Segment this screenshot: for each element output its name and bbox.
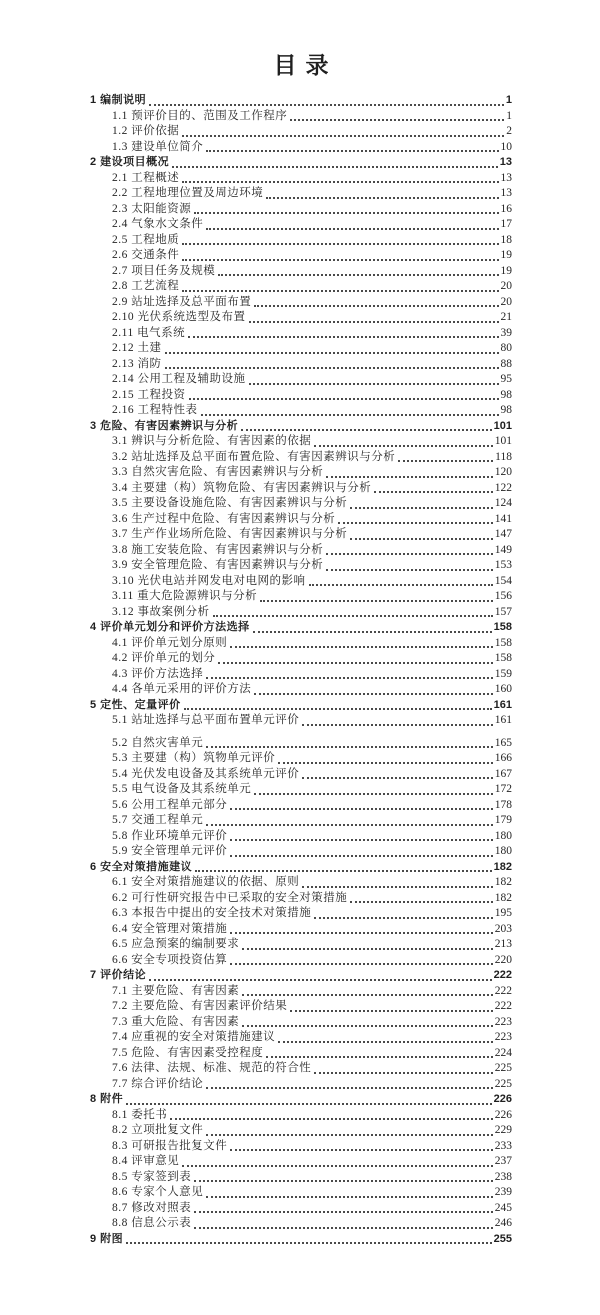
- toc-entry-label: 5.4 光伏发电设备及其系统单元评价: [112, 767, 300, 780]
- toc-entry-label: 3.12 事故案例分析: [112, 605, 210, 618]
- toc-entry-page: 255: [493, 1232, 512, 1245]
- toc-entry-label: 8.3 可研报告批复文件: [112, 1139, 228, 1152]
- toc-entry-page: 154: [494, 574, 512, 587]
- toc-sub-entry: [90, 574, 512, 590]
- toc-entry-label: 7.2 主要危险、有害因素评价结果: [112, 1000, 288, 1012]
- toc-entry-page: 172: [494, 783, 512, 795]
- toc-entry-page: 195: [494, 907, 512, 919]
- toc-entry-page: 226: [493, 1093, 512, 1105]
- toc-sub-entry: [90, 813, 512, 829]
- toc-chapter-entry: [90, 698, 512, 714]
- dot-leader: [326, 476, 493, 478]
- toc-entry-label: 1 编制说明: [90, 94, 147, 106]
- toc-entry-page: 80: [500, 342, 512, 354]
- toc-entry-label: 4 评价单元划分和评价方法选择: [90, 621, 250, 633]
- dot-leader: [218, 274, 498, 276]
- dot-leader: [230, 855, 493, 857]
- toc-entry-label: 9 附图: [90, 1232, 124, 1245]
- toc-entry-label: 5.8 作业环境单元评价: [112, 829, 228, 842]
- dot-leader: [309, 584, 493, 586]
- toc-sub-entry: [90, 124, 512, 140]
- dot-leader: [254, 793, 493, 795]
- toc-entry-page: 166: [494, 752, 512, 764]
- toc-entry-page: 19: [500, 249, 512, 261]
- toc-sub-entry: [90, 891, 512, 907]
- toc-entry-label: 2.15 工程投资: [112, 388, 186, 401]
- toc-sub-entry: [90, 651, 512, 667]
- toc-entry-page: 220: [494, 953, 512, 966]
- toc-sub-entry: [90, 767, 512, 783]
- toc-chapter-entry: [90, 860, 512, 876]
- dot-leader: [302, 777, 493, 779]
- toc-entry-page: 159: [494, 667, 512, 680]
- toc-entry-page: 213: [494, 938, 512, 950]
- toc-entry-label: 3.5 主要设备设施危险、有害因素辨识与分析: [112, 497, 348, 509]
- dot-leader: [194, 1211, 493, 1213]
- toc-sub-entry: [90, 1201, 512, 1217]
- toc-sub-entry: [90, 233, 512, 249]
- toc-entry-page: 224: [494, 1046, 512, 1059]
- toc-entry-label: 4.2 评价单元的划分: [112, 652, 216, 664]
- toc-entry-page: 222: [493, 969, 512, 981]
- toc-entry-page: 98: [500, 404, 512, 416]
- toc-entry-page: 203: [494, 922, 512, 935]
- toc-sub-entry: [90, 512, 512, 528]
- toc-entry-label: 7.5 危险、有害因素受控程度: [112, 1046, 264, 1059]
- dot-leader: [230, 808, 493, 810]
- toc-entry-label: 7 评价结论: [90, 969, 147, 981]
- dot-leader: [260, 600, 493, 602]
- dot-leader: [249, 383, 499, 385]
- toc-entry-page: 158: [494, 652, 512, 664]
- toc-sub-entry: [90, 1154, 512, 1170]
- dot-leader: [184, 708, 492, 710]
- toc-entry-page: 17: [500, 218, 512, 230]
- toc-entry-page: 122: [494, 481, 512, 494]
- toc-entry-page: 180: [494, 845, 512, 857]
- toc-entry-page: 98: [500, 388, 512, 401]
- toc-entry-page: 147: [494, 528, 512, 540]
- dot-leader: [194, 1227, 493, 1229]
- dot-leader: [230, 839, 493, 841]
- toc-sub-entry: [90, 953, 512, 969]
- toc-entry-page: 95: [500, 373, 512, 385]
- toc-chapter-entry: [90, 1092, 512, 1108]
- dot-leader: [206, 1196, 493, 1198]
- toc-sub-entry: [90, 558, 512, 574]
- toc-entry-label: 2.5 工程地质: [112, 233, 180, 246]
- dot-leader: [350, 507, 493, 509]
- toc-entry-page: 13: [500, 171, 512, 184]
- toc-entry-label: 5.5 电气设备及其系统单元: [112, 783, 252, 795]
- toc-entry-label: 2.10 光伏系统选型及布置: [112, 311, 246, 323]
- toc-entry-label: 8 附件: [90, 1093, 124, 1105]
- toc-sub-entry: [90, 844, 512, 860]
- toc-entry-label: 5.7 交通工程单元: [112, 814, 204, 826]
- toc-entry-page: 20: [500, 295, 512, 308]
- dot-leader: [254, 305, 498, 307]
- toc-sub-entry: [90, 1216, 512, 1232]
- dot-leader: [290, 119, 504, 121]
- toc-entry-label: 8.5 专家签到表: [112, 1170, 192, 1183]
- toc-sub-entry: [90, 279, 512, 295]
- dot-leader: [230, 932, 493, 934]
- toc-entry-label: 2.14 公用工程及辅助设施: [112, 373, 246, 385]
- toc-entry-page: 153: [494, 559, 512, 571]
- dot-leader: [206, 1087, 493, 1089]
- toc-entry-label: 3.6 生产过程中危险、有害因素辨识与分析: [112, 512, 336, 525]
- dot-leader: [206, 746, 493, 748]
- toc-entry-label: 2.6 交通条件: [112, 249, 180, 261]
- toc-entry-page: 182: [494, 876, 512, 888]
- toc-entry-label: 6.3 本报告中提出的安全技术对策措施: [112, 907, 312, 919]
- dot-leader: [302, 724, 493, 726]
- toc-entry-label: 5.2 自然灾害单元: [112, 736, 204, 749]
- dot-leader: [126, 1103, 491, 1105]
- toc-entry-label: 3.9 安全管理危险、有害因素辨识与分析: [112, 559, 324, 571]
- toc-entry-label: 2.4 气象水文条件: [112, 218, 204, 230]
- toc-entry-page: 165: [494, 736, 512, 749]
- toc-entry-page: 180: [494, 829, 512, 842]
- toc-entry-page: 1: [505, 94, 512, 106]
- toc-sub-entry: [90, 1077, 512, 1093]
- dot-leader: [314, 917, 493, 919]
- toc-entry-page: 233: [494, 1139, 512, 1152]
- toc-sub-entry: [90, 605, 512, 621]
- toc-chapter-entry: [90, 1232, 512, 1248]
- dot-leader: [278, 762, 493, 764]
- dot-leader: [290, 1010, 493, 1012]
- dot-leader: [195, 870, 491, 872]
- toc-entry-label: 2.3 太阳能资源: [112, 202, 192, 215]
- dot-leader: [254, 693, 493, 695]
- toc-entry-label: 7.7 综合评价结论: [112, 1077, 204, 1090]
- dot-leader: [206, 228, 498, 230]
- toc-entry-label: 3.4 主要建（构）筑物危险、有害因素辨识与分析: [112, 481, 372, 494]
- toc-entry-page: 223: [494, 1015, 512, 1028]
- toc-entry-page: 149: [494, 543, 512, 556]
- toc-sub-entry: [90, 434, 512, 450]
- toc-sub-entry: [90, 636, 512, 652]
- toc-entry-page: 141: [494, 512, 512, 525]
- toc-sub-entry: [90, 682, 512, 698]
- toc-entry-page: 101: [494, 435, 512, 447]
- toc-entry-page: 13: [500, 187, 512, 199]
- toc-sub-entry: [90, 937, 512, 953]
- dot-leader: [201, 414, 499, 416]
- dot-leader: [230, 963, 493, 965]
- toc-sub-entry: [90, 906, 512, 922]
- toc-sub-entry: [90, 829, 512, 845]
- toc-entry-label: 1.3 建设单位简介: [112, 140, 204, 153]
- toc-entry-label: 2.2 工程地理位置及周边环境: [112, 187, 264, 199]
- toc-chapter-entry: [90, 419, 512, 435]
- toc-entry-page: 225: [494, 1077, 512, 1090]
- toc-entry-page: 238: [494, 1170, 512, 1183]
- toc-sub-entry: [90, 589, 512, 605]
- toc-sub-entry: [90, 326, 512, 342]
- toc-sub-entry: [90, 713, 512, 729]
- toc-sub-entry: [90, 782, 512, 798]
- toc-sub-entry: [90, 1061, 512, 1077]
- toc-entry-label: 6.1 安全对策措施建议的依据、原则: [112, 876, 300, 888]
- toc-sub-entry: [90, 527, 512, 543]
- dot-leader: [206, 150, 498, 152]
- dot-leader: [242, 994, 493, 996]
- dot-leader: [249, 321, 499, 323]
- toc-entry-page: 182: [493, 860, 512, 873]
- dot-leader: [326, 553, 493, 555]
- toc-sub-entry: [90, 264, 512, 280]
- toc-entry-page: 1: [506, 109, 512, 122]
- toc-sub-entry: [90, 357, 512, 373]
- toc-entry-label: 7.1 主要危险、有害因素: [112, 984, 240, 997]
- toc-entry-label: 5.6 公用工程单元部分: [112, 798, 228, 811]
- toc-entry-label: 3.1 辨识与分析危险、有害因素的依据: [112, 435, 312, 447]
- toc-entry-page: 161: [493, 698, 512, 711]
- toc-entry-page: 118: [495, 450, 512, 463]
- toc-entry-label: 2 建设项目概况: [90, 156, 170, 168]
- dot-leader: [206, 1134, 493, 1136]
- page-title: 目录: [273, 52, 338, 78]
- toc-entry-page: 88: [500, 357, 512, 370]
- toc-entry-label: 3.7 生产作业场所危险、有害因素辨识与分析: [112, 528, 348, 540]
- toc-entry-page: 160: [494, 683, 512, 695]
- dot-leader: [253, 631, 492, 633]
- dot-leader: [314, 445, 493, 447]
- toc-entry-label: 7.6 法律、法规、标准、规范的符合性: [112, 1062, 312, 1074]
- toc-entry-label: 4.3 评价方法选择: [112, 667, 204, 680]
- dot-leader: [165, 352, 499, 354]
- toc-sub-entry: [90, 186, 512, 202]
- dot-leader: [170, 1118, 493, 1120]
- dot-leader: [398, 460, 493, 462]
- dot-leader: [326, 569, 493, 571]
- toc-sub-entry: [90, 388, 512, 404]
- toc-entry-label: 2.13 消防: [112, 357, 162, 370]
- toc-entry-label: 3.2 站址选择及总平面布置危险、有害因素辨识与分析: [112, 450, 396, 463]
- toc-entry-page: 157: [494, 605, 512, 618]
- dot-leader: [182, 181, 498, 183]
- toc-entry-label: 3.11 重大危险源辨识与分析: [112, 590, 258, 602]
- dot-leader: [149, 104, 504, 106]
- toc-entry-page: 19: [500, 264, 512, 277]
- dot-leader: [350, 901, 493, 903]
- toc-entry-page: 120: [494, 466, 512, 478]
- toc-sub-entry: [90, 984, 512, 1000]
- toc-entry-label: 6 安全对策措施建议: [90, 860, 193, 873]
- toc-sub-entry: [90, 465, 512, 481]
- toc-entry-label: 2.9 站址选择及总平面布置: [112, 295, 252, 308]
- toc-entry-label: 6.4 安全管理对策措施: [112, 922, 228, 935]
- toc-entry-label: 3.8 施工安装危险、有害因素辨识与分析: [112, 543, 324, 556]
- toc-entry-label: 6.5 应急预案的编制要求: [112, 938, 240, 950]
- dot-leader: [230, 646, 493, 648]
- toc-entry-label: 5 定性、定量评价: [90, 698, 181, 711]
- toc-entry-page: 39: [500, 326, 512, 339]
- dot-leader: [182, 290, 498, 292]
- toc-chapter-entry: [90, 93, 512, 109]
- toc-entry-page: 158: [493, 621, 512, 633]
- toc-sub-entry: [90, 1170, 512, 1186]
- toc-sub-entry: [90, 248, 512, 264]
- toc-entry-page: 101: [493, 419, 512, 432]
- dot-leader: [182, 243, 498, 245]
- toc-entry-page: 10: [500, 140, 512, 153]
- toc-entry-label: 2.1 工程概述: [112, 171, 180, 184]
- toc-entry-page: 237: [494, 1155, 512, 1167]
- dot-leader: [213, 615, 493, 617]
- toc-entry-label: 4.1 评价单元划分原则: [112, 636, 228, 649]
- dot-leader: [206, 824, 493, 826]
- toc-sub-entry: [90, 450, 512, 466]
- toc-entry-page: 246: [494, 1217, 512, 1229]
- toc-sub-entry: [90, 496, 512, 512]
- toc-entry-page: 20: [500, 280, 512, 292]
- toc-sub-entry: [90, 798, 512, 814]
- toc-entry-label: 2.16 工程特性表: [112, 404, 198, 416]
- toc-sub-entry: [90, 1030, 512, 1046]
- toc-entry-label: 2.8 工艺流程: [112, 280, 180, 292]
- toc-sub-entry: [90, 310, 512, 326]
- toc-entry-page: 179: [494, 814, 512, 826]
- toc-entry-page: 161: [494, 714, 512, 726]
- toc-entry-label: 1.1 预评价目的、范围及工作程序: [112, 109, 288, 122]
- dot-leader: [338, 522, 493, 524]
- toc-entry-page: 222: [494, 984, 512, 997]
- dot-leader: [149, 979, 491, 981]
- toc-sub-entry: [90, 217, 512, 233]
- toc-entry-page: 245: [494, 1201, 512, 1214]
- dot-leader: [241, 429, 491, 431]
- dot-leader: [165, 367, 499, 369]
- toc-entry-label: 8.7 修改对照表: [112, 1201, 192, 1214]
- dot-leader: [172, 166, 498, 168]
- dot-leader: [350, 538, 493, 540]
- dot-leader: [218, 662, 493, 664]
- toc-entry-label: 8.2 立项批复文件: [112, 1124, 204, 1136]
- dot-leader: [266, 197, 498, 199]
- toc-sub-entry: [90, 1108, 512, 1124]
- toc-entry-label: 8.8 信息公示表: [112, 1217, 192, 1229]
- dot-leader: [126, 1242, 491, 1244]
- dot-leader: [230, 1149, 493, 1151]
- dot-leader: [242, 1025, 493, 1027]
- toc-sub-entry: [90, 1015, 512, 1031]
- toc-sub-entry: [90, 875, 512, 891]
- dot-leader: [182, 135, 504, 137]
- toc-entry-page: 21: [500, 311, 512, 323]
- dot-leader: [188, 336, 498, 338]
- toc-entry-label: 7.3 重大危险、有害因素: [112, 1015, 240, 1028]
- dot-leader: [314, 1072, 493, 1074]
- toc-sub-entry: [90, 341, 512, 357]
- toc-sub-entry: [90, 109, 512, 125]
- toc-sub-entry: [90, 140, 512, 156]
- toc-entry-label: 5.9 安全管理单元评价: [112, 845, 228, 857]
- toc-entry-label: 3.3 自然灾害危险、有害因素辨识与分析: [112, 466, 324, 478]
- toc-chapter-entry: [90, 155, 512, 171]
- dot-leader: [194, 212, 498, 214]
- toc-sub-entry: [90, 295, 512, 311]
- toc-list: [90, 93, 512, 1247]
- toc-entry-page: 178: [494, 798, 512, 811]
- toc-entry-page: 2: [506, 125, 512, 137]
- toc-entry-page: 229: [494, 1124, 512, 1136]
- dot-leader: [182, 1165, 493, 1167]
- toc-entry-label: 8.1 委托书: [112, 1108, 168, 1121]
- toc-entry-label: 6.6 安全专项投资估算: [112, 953, 228, 966]
- toc-entry-label: 5.1 站址选择与总平面布置单元评价: [112, 714, 300, 726]
- dot-leader: [242, 948, 493, 950]
- toc-entry-page: 226: [494, 1108, 512, 1121]
- toc-entry-label: 8.4 评审意见: [112, 1155, 180, 1167]
- toc-sub-entry: [90, 1046, 512, 1062]
- toc-entry-page: 223: [494, 1031, 512, 1043]
- dot-leader: [278, 1041, 493, 1043]
- toc-entry-page: 18: [500, 233, 512, 246]
- dot-leader: [182, 259, 498, 261]
- toc-sub-entry: [90, 1185, 512, 1201]
- toc-entry-page: 225: [494, 1062, 512, 1074]
- toc-sub-entry: [90, 1123, 512, 1139]
- toc-entry-page: 222: [494, 1000, 512, 1012]
- toc-entry-label: 3 危险、有害因素辨识与分析: [90, 419, 239, 432]
- dot-leader: [374, 491, 493, 493]
- toc-entry-page: 182: [494, 891, 512, 904]
- toc-sub-entry: [90, 403, 512, 419]
- toc-entry-label: 2.12 土建: [112, 342, 162, 354]
- toc-entry-label: 5.3 主要建（构）筑物单元评价: [112, 752, 276, 764]
- toc-sub-entry: [90, 736, 512, 752]
- toc-entry-page: 124: [494, 497, 512, 509]
- toc-entry-page: 167: [494, 767, 512, 780]
- toc-sub-entry: [90, 481, 512, 497]
- toc-sub-entry: [90, 202, 512, 218]
- dot-leader: [194, 1180, 493, 1182]
- toc-entry-page: 158: [494, 636, 512, 649]
- toc-entry-page: 156: [494, 590, 512, 602]
- toc-sub-entry: [90, 922, 512, 938]
- toc-entry-label: 4.4 各单元采用的评价方法: [112, 683, 252, 695]
- toc-chapter-entry: [90, 620, 512, 636]
- toc-sub-entry: [90, 667, 512, 683]
- toc-sub-entry: [90, 171, 512, 187]
- toc-sub-entry: [90, 372, 512, 388]
- toc-entry-label: 2.7 项目任务及规模: [112, 264, 216, 277]
- toc-chapter-entry: [90, 968, 512, 984]
- dot-leader: [206, 677, 493, 679]
- toc-sub-entry: [90, 1139, 512, 1155]
- toc-entry-label: 1.2 评价依据: [112, 125, 180, 137]
- toc-entry-label: 2.11 电气系统: [112, 326, 186, 339]
- dot-leader: [189, 398, 499, 400]
- toc-sub-entry: [90, 543, 512, 559]
- toc-entry-label: 6.2 可行性研究报告中已采取的安全对策措施: [112, 891, 348, 904]
- toc-entry-page: 16: [500, 202, 512, 215]
- toc-entry-page: 13: [499, 156, 512, 168]
- toc-entry-page: 239: [494, 1186, 512, 1198]
- toc-sub-entry: [90, 999, 512, 1015]
- dot-leader: [302, 886, 493, 888]
- toc-entry-label: 8.6 专家个人意见: [112, 1186, 204, 1198]
- toc-entry-label: 3.10 光伏电站并网发电对电网的影响: [112, 574, 306, 587]
- toc-sub-entry: [90, 751, 512, 767]
- dot-leader: [266, 1056, 493, 1058]
- toc-entry-label: 7.4 应重视的安全对策措施建议: [112, 1031, 276, 1043]
